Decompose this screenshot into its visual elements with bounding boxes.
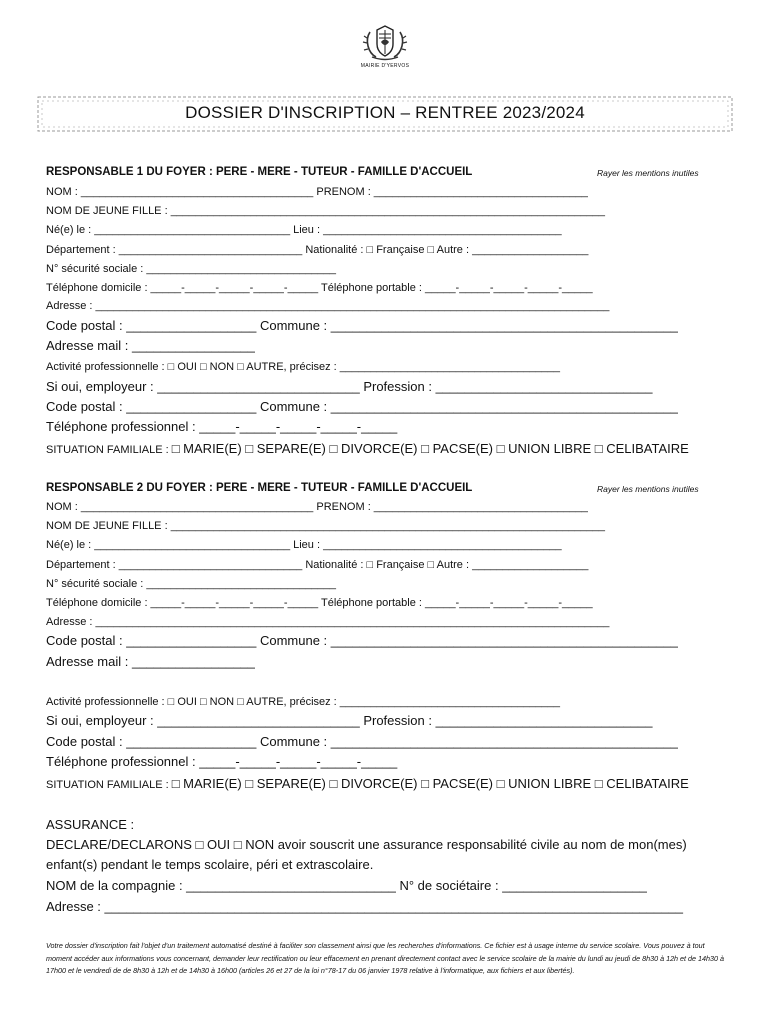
resp2-tel-pro-field[interactable]: Téléphone professionnel : _____-_____-_____-_____-_____ — [46, 754, 398, 769]
resp2-secu-field[interactable]: N° sécurité sociale : _______________________________ — [46, 578, 337, 590]
resp1-employeur-field[interactable]: Si oui, employeur : ____________________________ Profession : ______________________________ — [46, 379, 653, 394]
assurance-adresse-field[interactable]: Adresse : ________________________________________________________________________________ — [46, 899, 683, 914]
resp2-jeune-fille-field[interactable]: NOM DE JEUNE FILLE : _______________________________________________________________________ — [46, 520, 606, 532]
resp2-situation-options[interactable]: □ MARIE(E) □ SEPARE(E) □ DIVORCE(E) □ PACSE(E) □ UNION LIBRE □ CELIBATAIRE — [171, 776, 689, 791]
resp1-situation-options[interactable]: □ MARIE(E) □ SEPARE(E) □ DIVORCE(E) □ PACSE(E) □ UNION LIBRE □ CELIBATAIRE — [171, 441, 689, 456]
resp2-note: Rayer les mentions inutiles — [597, 484, 699, 494]
resp1-situation[interactable] — [46, 441, 689, 457]
title-box — [36, 95, 734, 133]
resp1-tel-pro-field[interactable]: Téléphone professionnel : _____-_____-_____-_____-_____ — [46, 419, 398, 434]
coat-of-arms-icon — [362, 24, 408, 62]
resp2-activite-field[interactable]: Activité professionnelle : □ OUI □ NON □ AUTRE, précisez : ____________________________________ — [46, 696, 561, 708]
resp2-code-postal-field[interactable]: Code postal : __________________ Commune : ________________________________________________ — [46, 633, 678, 648]
resp2-situation-label: SITUATION FAMILIALE : — [46, 779, 172, 791]
assurance-compagnie-field[interactable]: NOM de la compagnie : _____________________________ N° de sociétaire : ____________________ — [46, 878, 647, 893]
resp1-situation-label: SITUATION FAMILIALE : — [46, 444, 172, 456]
page-title: DOSSIER D'INSCRIPTION – RENTREE 2023/2024 — [185, 103, 585, 122]
resp2-mail-field[interactable]: Adresse mail : _________________ — [46, 654, 255, 669]
resp2-adresse-field[interactable]: Adresse : ____________________________________________________________________________________ — [46, 616, 610, 628]
resp1-mail-field[interactable]: Adresse mail : _________________ — [46, 338, 255, 353]
resp2-employeur-field[interactable]: Si oui, employeur : ____________________________ Profession : ______________________________ — [46, 713, 653, 728]
privacy-notice: Votre dossier d'inscription fait l'objet d'un traitement automatisé destiné à faciliter son classement ainsi que les recherches d'informations. Ce fichier est à usage interne du service scolaire. Vous pouvez à tout moment accéder aux informations vous concernant, demander leur rectification ou leur effacement en prenant directement contact avec le service scolaire de la mairie du lundi au jeudi de 8h30 à 12h et de 14h30 à 17h00 et le vendredi de de 8h30 à 12h et de 14h30 à 16h00 (articles 26 et 27 de la loi n°78-17 du 06 janvier 1978 relative à l'informatique, aux fichiers et aux libertés). — [46, 941, 725, 976]
assurance-declare-line2: enfant(s) pendant le temps scolaire, péri et extrascolaire. — [46, 857, 374, 872]
resp2-naissance-field[interactable]: Né(e) le : ________________________________ Lieu : _______________________________________ — [46, 539, 562, 551]
resp2-nom-field[interactable]: NOM : ______________________________________ PRENOM : ___________________________________ — [46, 501, 588, 513]
resp1-code-postal-pro-field[interactable]: Code postal : __________________ Commune : ________________________________________________ — [46, 399, 678, 414]
assurance-declare-line1[interactable]: DECLARE/DECLARONS □ OUI □ NON avoir souscrit une assurance responsabilité civile au nom de mon(mes) — [46, 837, 687, 852]
resp1-secu-field[interactable]: N° sécurité sociale : _______________________________ — [46, 263, 337, 275]
resp1-adresse-field[interactable]: Adresse : ____________________________________________________________________________________ — [46, 300, 610, 312]
resp1-activite-field[interactable]: Activité professionnelle : □ OUI □ NON □ AUTRE, précisez : ____________________________________ — [46, 361, 561, 373]
resp1-nom-field[interactable]: NOM : ______________________________________ PRENOM : ___________________________________ — [46, 186, 588, 198]
resp2-code-postal-pro-field[interactable]: Code postal : __________________ Commune : ________________________________________________ — [46, 734, 678, 749]
resp1-telephone-field[interactable]: Téléphone domicile : _____-_____-_____-_____-_____ Téléphone portable : _____-_____-_____-_____-_____ — [46, 282, 593, 294]
logo-caption: MAIRIE D'YERVOS — [360, 63, 410, 69]
resp2-situation[interactable] — [46, 776, 689, 792]
resp1-naissance-field[interactable]: Né(e) le : ________________________________ Lieu : _______________________________________ — [46, 224, 562, 236]
assurance-heading: ASSURANCE : — [46, 817, 135, 832]
resp1-departement-field[interactable]: Département : ______________________________ Nationalité : □ Française □ Autre : ___________________ — [46, 244, 589, 256]
resp1-code-postal-field[interactable]: Code postal : __________________ Commune : ________________________________________________ — [46, 318, 678, 333]
resp1-heading: RESPONSABLE 1 DU FOYER : PERE - MERE - TUTEUR - FAMILLE D'ACCUEIL — [46, 166, 473, 178]
resp1-jeune-fille-field[interactable]: NOM DE JEUNE FILLE : _______________________________________________________________________ — [46, 205, 606, 217]
resp2-heading: RESPONSABLE 2 DU FOYER : PERE - MERE - TUTEUR - FAMILLE D'ACCUEIL — [46, 482, 473, 494]
resp2-departement-field[interactable]: Département : ______________________________ Nationalité : □ Française □ Autre : ___________________ — [46, 559, 589, 571]
resp1-note: Rayer les mentions inutiles — [597, 168, 699, 178]
mairie-logo — [355, 24, 415, 69]
resp2-telephone-field[interactable]: Téléphone domicile : _____-_____-_____-_____-_____ Téléphone portable : _____-_____-_____-_____-_____ — [46, 597, 593, 609]
